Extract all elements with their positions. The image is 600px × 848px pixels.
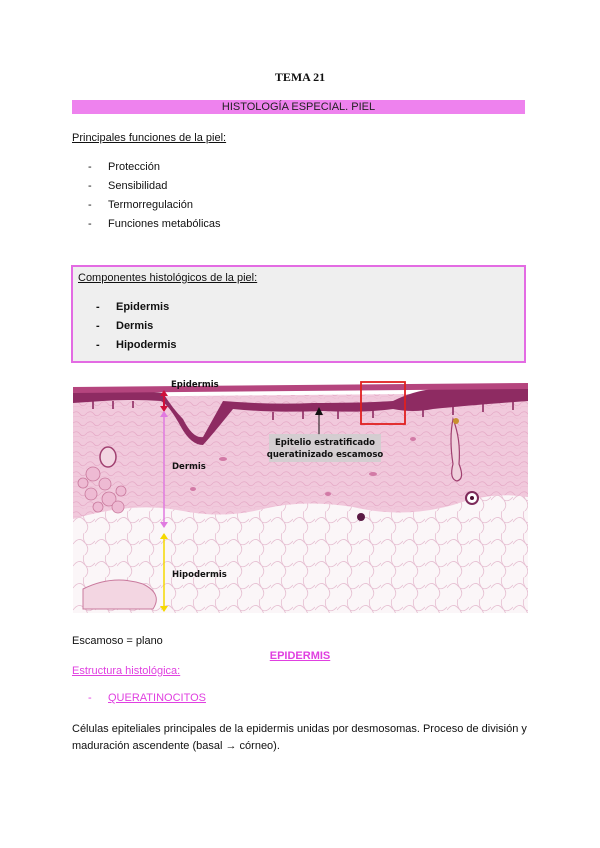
histology-image (73, 379, 528, 613)
list-item: - Funciones metabólicas (88, 218, 221, 230)
annotation-line1: Epitelio estratificado (274, 438, 376, 448)
structure-list (88, 692, 206, 704)
list-item: - Termorregulación (88, 199, 193, 211)
structure-label: QUERATINOCITOS (108, 692, 206, 704)
list-item: - QUERATINOCITOS (88, 692, 206, 704)
skin-histology-figure (73, 379, 528, 613)
label-dermis: Dermis (172, 462, 206, 472)
function-label: Sensibilidad (108, 180, 168, 192)
list-item: - Hipodermis (96, 339, 177, 351)
component-label: Hipodermis (116, 339, 177, 351)
function-label: Termorregulación (108, 199, 193, 211)
escamoso-note: Escamoso = plano (72, 635, 163, 647)
list-item: - Dermis (96, 320, 154, 332)
functions-list (88, 158, 221, 234)
label-hipodermis: Hipodermis (172, 570, 227, 580)
body-paragraph: Células epiteliales principales de la epidermis unidas por desmosomas. Proceso de división y maduración ascendente (basal → córneo). (72, 723, 527, 752)
section-heading: EPIDERMIS (269, 650, 331, 662)
label-epidermis: Epidermis (171, 380, 219, 390)
function-label: Funciones metabólicas (108, 218, 221, 230)
annotation-line2: queratinizado escamoso (266, 450, 384, 460)
structure-heading: Estructura histológica: (72, 665, 181, 677)
functions-heading: Principales funciones de la piel: (72, 132, 227, 144)
component-label: Dermis (116, 320, 154, 332)
function-label: Protección (108, 161, 160, 173)
component-label: Epidermis (116, 301, 170, 313)
list-item: - Protección (88, 161, 160, 173)
components-list (96, 298, 177, 355)
chapter-banner: HISTOLOGÍA ESPECIAL. PIEL (72, 100, 525, 114)
page-title: TEMA 21 (274, 70, 326, 84)
list-item: - Sensibilidad (88, 180, 168, 192)
list-item: - Epidermis (96, 301, 170, 313)
components-heading: Componentes histológicos de la piel: (78, 272, 258, 284)
